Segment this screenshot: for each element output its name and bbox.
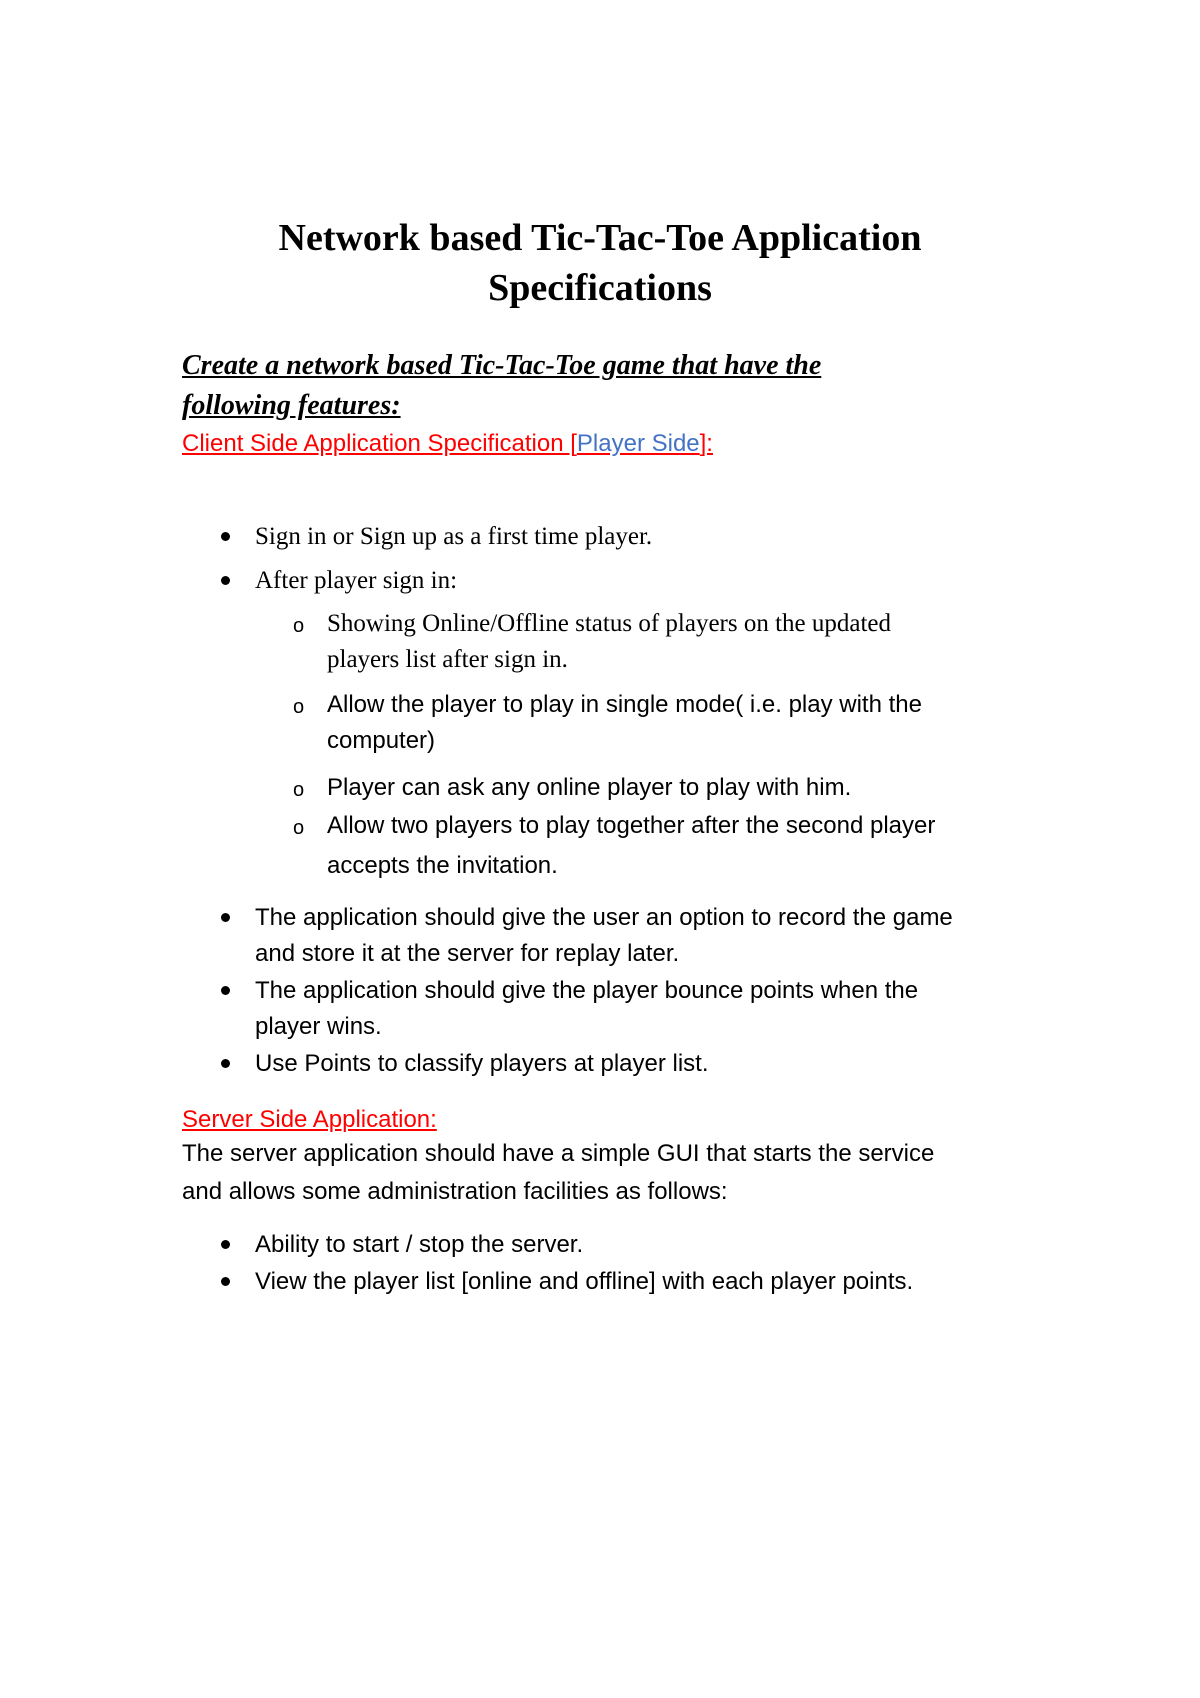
bullet-dot [221, 532, 230, 541]
bullet-dot [221, 1277, 230, 1286]
sub-bullet-two-players-line-2: accepts the invitation. [327, 852, 558, 879]
client-heading-highlight: Player Side [576, 430, 700, 457]
bullet-dot [221, 576, 230, 585]
sub-bullet-ask-player: Player can ask any online player to play with him. [327, 774, 852, 801]
client-section-heading [182, 428, 713, 460]
client-heading-suffix: ]: [699, 430, 713, 457]
sub-bullet-glyph: o [293, 817, 305, 839]
bullet-dot [221, 1240, 230, 1249]
server-section-heading: Server Side Application: [182, 1106, 437, 1133]
intro-line-1: Create a network based Tic-Tac-Toe game that have the [182, 350, 822, 381]
server-description-line-1: The server application should have a simple GUI that starts the service [182, 1140, 935, 1167]
bullet-after-sign-in: After player sign in: [255, 567, 458, 594]
bullet-dot [221, 913, 230, 922]
sub-bullet-online-status-line-1: Showing Online/Offline status of players on the updated [327, 610, 892, 637]
bullet-sign-in: Sign in or Sign up as a first time player. [255, 523, 653, 550]
sub-bullet-glyph: o [293, 615, 305, 637]
document-title-line-2: Specifications [488, 267, 712, 309]
bullet-record-line-1: The application should give the user an option to record the game [255, 904, 953, 931]
document-title-line-1: Network based Tic-Tac-Toe Application [278, 217, 922, 259]
server-description-line-2: and allows some administration facilities as follows: [182, 1178, 728, 1205]
bullet-bounce-line-2: player wins. [255, 1013, 382, 1040]
bullet-bounce-line-1: The application should give the player bounce points when the [255, 977, 919, 1004]
sub-bullet-single-mode-line-1: Allow the player to play in single mode( i.e. play with the [327, 691, 922, 718]
sub-bullet-glyph: o [293, 696, 305, 718]
bullet-dot [221, 1059, 230, 1068]
server-bullet-start-stop: Ability to start / stop the server. [255, 1231, 584, 1258]
sub-bullet-online-status-line-2: players list after sign in. [327, 646, 568, 673]
client-heading-prefix: Client Side Application Specification [ [182, 430, 577, 457]
bullet-classify: Use Points to classify players at player list. [255, 1050, 709, 1077]
sub-bullet-two-players-line-1: Allow two players to play together after the second player [327, 812, 936, 839]
sub-bullet-single-mode-line-2: computer) [327, 727, 436, 754]
bullet-dot [221, 986, 230, 995]
intro-line-2: following features: [182, 390, 401, 421]
sub-bullet-glyph: o [293, 779, 305, 801]
bullet-record-line-2: and store it at the server for replay later. [255, 940, 680, 967]
server-bullet-view-list: View the player list [online and offline] with each player points. [255, 1268, 914, 1295]
